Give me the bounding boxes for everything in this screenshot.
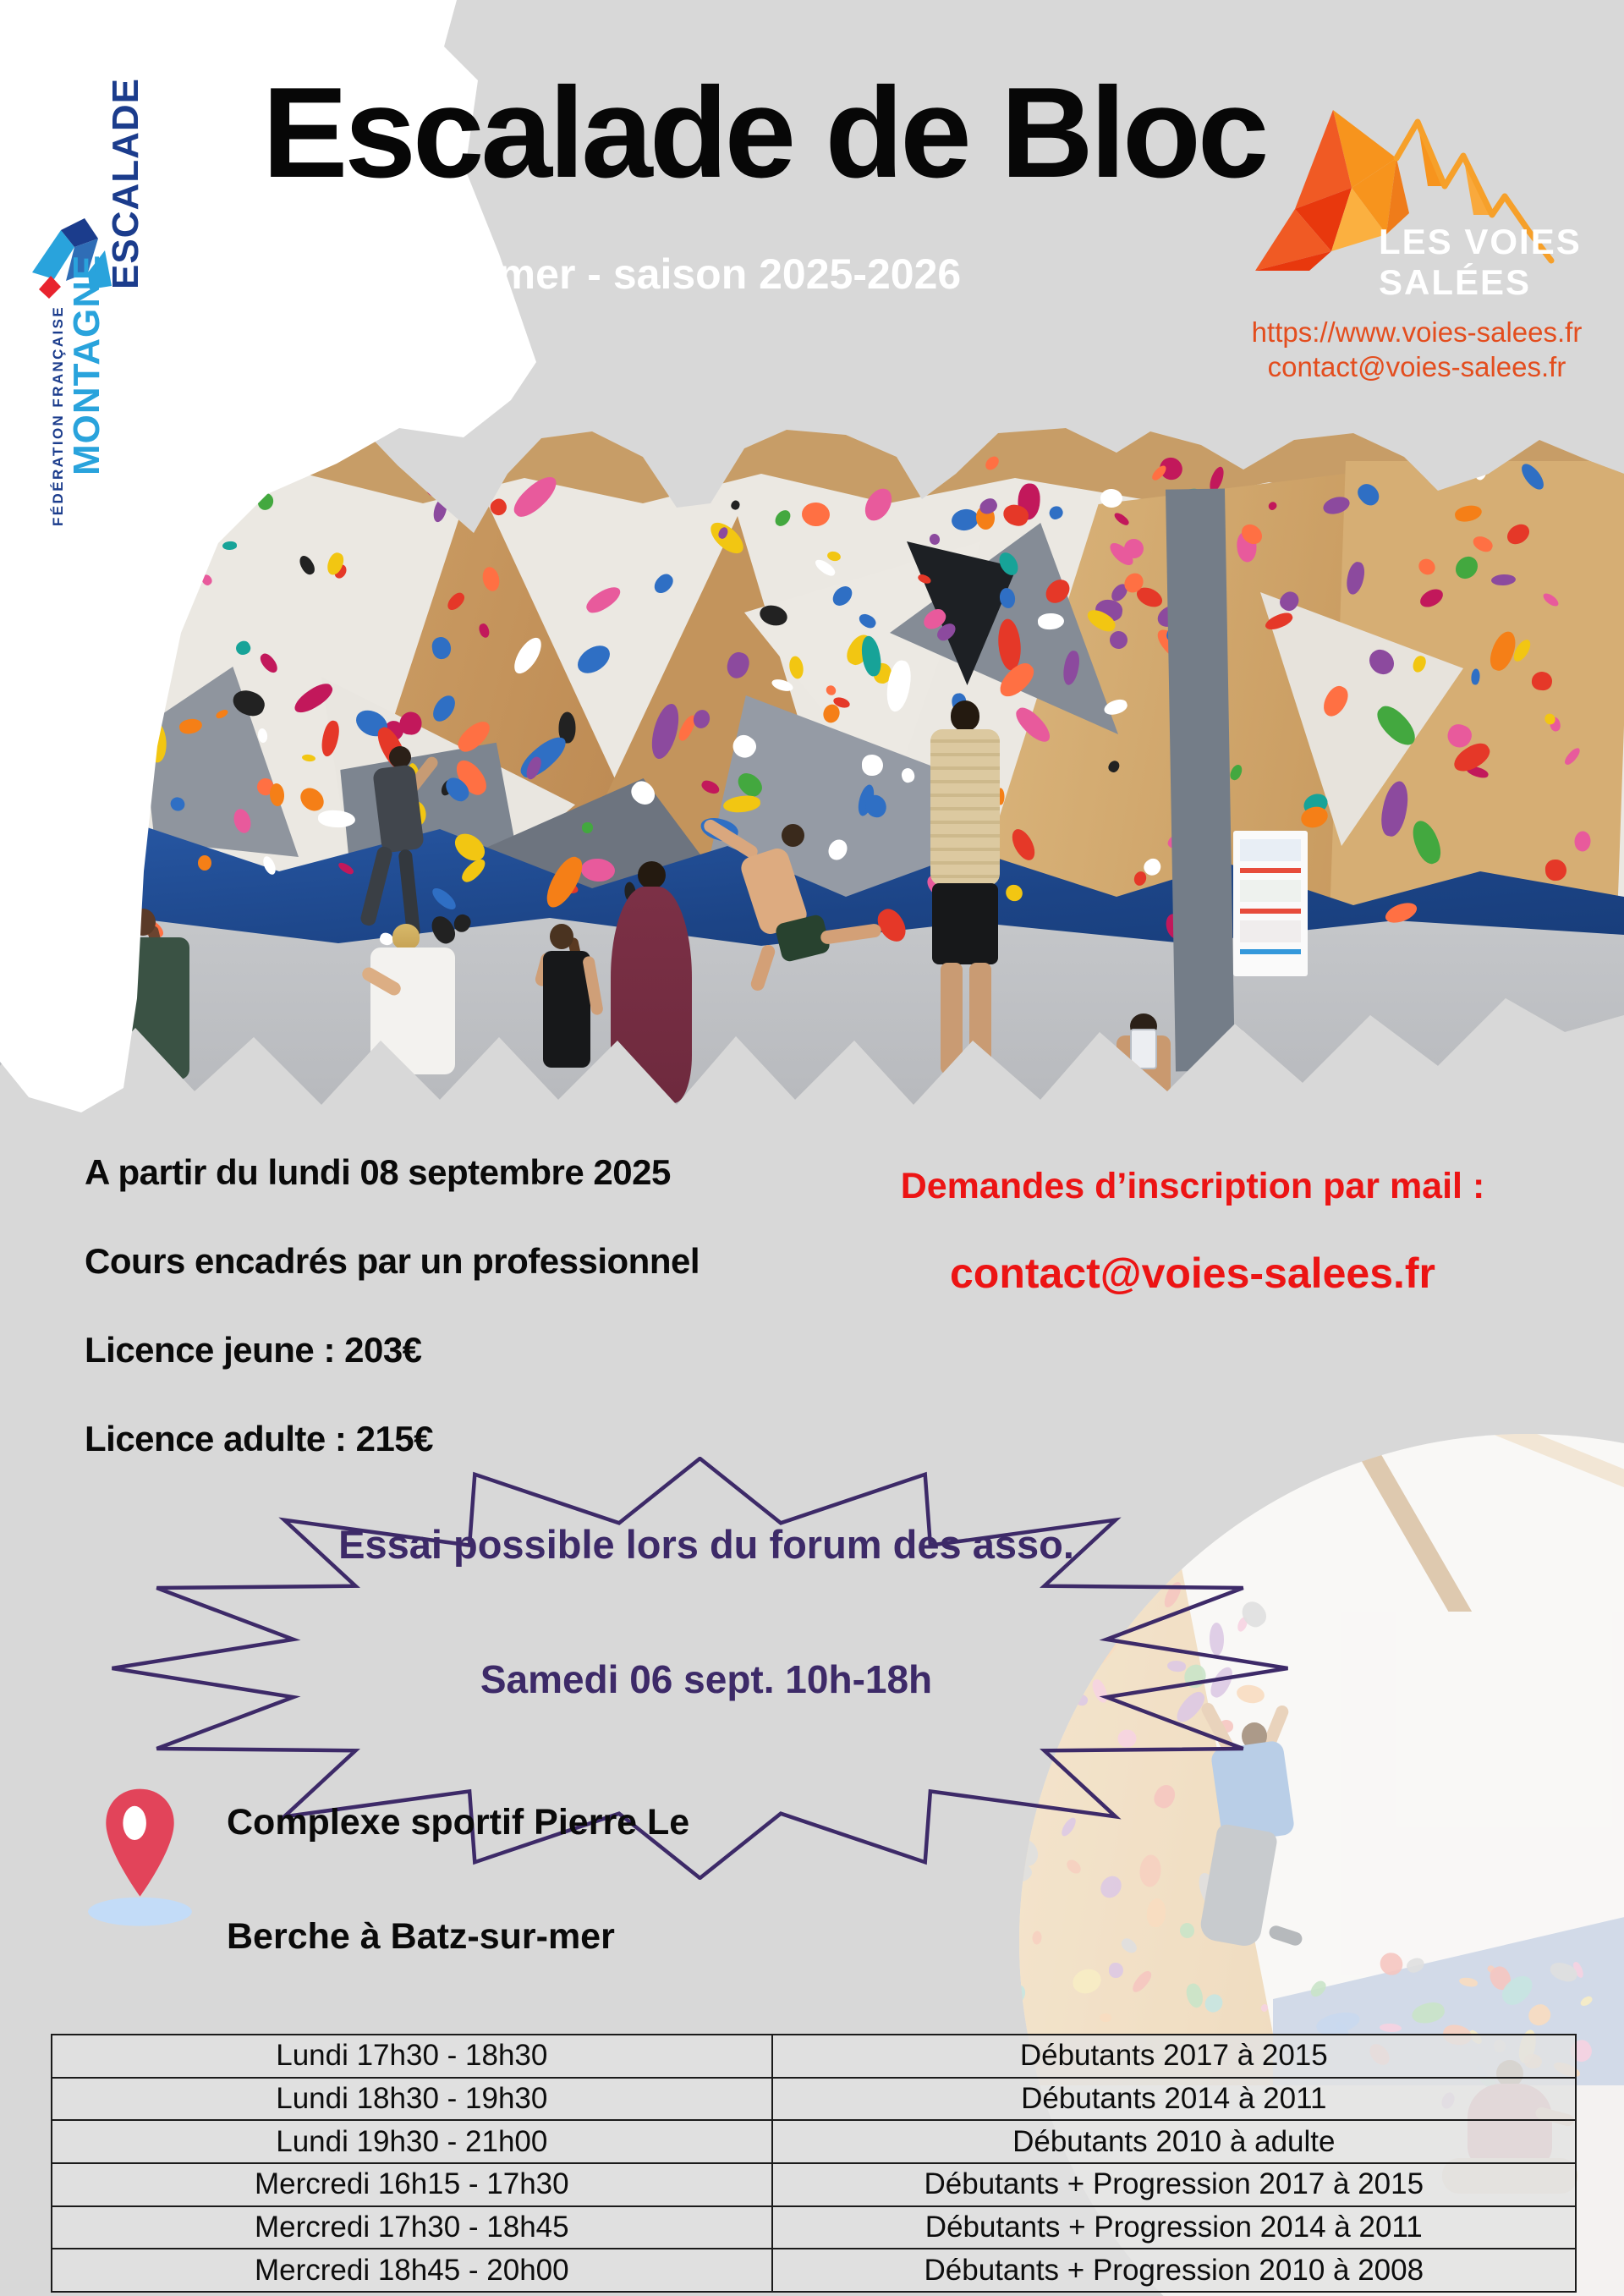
club-name-line1: LES VOIES — [1379, 222, 1582, 261]
schedule-time: Lundi 18h30 - 19h30 — [276, 2082, 548, 2115]
club-name-line2: SALÉES — [1379, 262, 1532, 302]
club-links — [1218, 315, 1616, 384]
gym-photo — [0, 423, 1624, 1112]
schedule-group: Débutants 2014 à 2011 — [771, 2079, 1575, 2120]
inscription-email: contact@voies-salees.fr — [950, 1250, 1435, 1297]
table-row — [52, 2205, 1575, 2249]
info-licence-adulte: Licence adulte : 215€ — [85, 1419, 434, 1458]
ffme-federation-label: FÉDÉRATION FRANÇAISE — [50, 305, 66, 526]
spectator-figure — [354, 924, 468, 1103]
schedule-group: Débutants + Progression 2014 à 2011 — [771, 2207, 1575, 2249]
info-start-date: A partir du lundi 08 septembre 2025 — [85, 1152, 671, 1192]
schedule-time: Lundi 19h30 - 21h00 — [276, 2124, 548, 2158]
ffme-montagne-label: MONTAGNE — [66, 254, 107, 475]
climbing-holds — [42, 457, 1590, 812]
schedule-time: Mercredi 16h15 - 17h30 — [254, 2167, 569, 2201]
table-row — [52, 2162, 1575, 2205]
support-pillar — [1166, 488, 1235, 1071]
table-row — [52, 2119, 1575, 2162]
ffme-logo-text — [49, 0, 151, 526]
info-licence-jeune: Licence jeune : 203€ — [85, 1330, 422, 1370]
forum-line1: Essai possible lors du forum des asso. — [338, 1522, 1074, 1567]
info-coaching: Cours encadrés par un professionnel — [85, 1241, 700, 1281]
schedule-group: Débutants 2010 à adulte — [771, 2121, 1575, 2162]
location-line2: Berche à Batz-sur-mer — [227, 1916, 615, 1957]
spectator-figure — [1093, 1013, 1190, 1113]
location-pin-icon — [86, 1760, 194, 1951]
schedule-group: Débutants 2017 à 2015 — [771, 2035, 1575, 2077]
ffme-escalade-label: ESCALADE — [105, 77, 146, 289]
climber-figure — [700, 819, 882, 992]
schedule-time: Lundi 17h30 - 18h30 — [276, 2039, 548, 2073]
table-row — [52, 2077, 1575, 2120]
schedule-group: Débutants + Progression 2017 à 2015 — [771, 2164, 1575, 2205]
location-line1: Complexe sportif Pierre Le — [227, 1802, 690, 1843]
rules-poster — [1233, 831, 1308, 976]
table-row — [52, 2035, 1575, 2077]
spectator-figure — [524, 915, 609, 1103]
club-name — [1379, 222, 1582, 303]
page-title: Escalade de Bloc — [262, 61, 1266, 205]
spectator-figure — [905, 700, 1028, 1102]
schedule-time: Mercredi 17h30 - 18h45 — [254, 2211, 569, 2244]
inscription-heading: Demandes d’inscription par mail : — [900, 1166, 1485, 1206]
table-row — [52, 2248, 1575, 2291]
schedule-time: Mercredi 18h45 - 20h00 — [254, 2253, 569, 2287]
club-website: https://www.voies-salees.fr — [1251, 316, 1583, 348]
forum-line2: Samedi 06 sept. 10h-18h — [480, 1657, 933, 1701]
page-subtitle: Batz-sur-mer - saison 2025-2026 — [315, 250, 962, 298]
schedule-group: Débutants + Progression 2010 à 2008 — [771, 2249, 1575, 2291]
schedule-table — [51, 2034, 1577, 2293]
club-email: contact@voies-salees.fr — [1267, 351, 1566, 382]
